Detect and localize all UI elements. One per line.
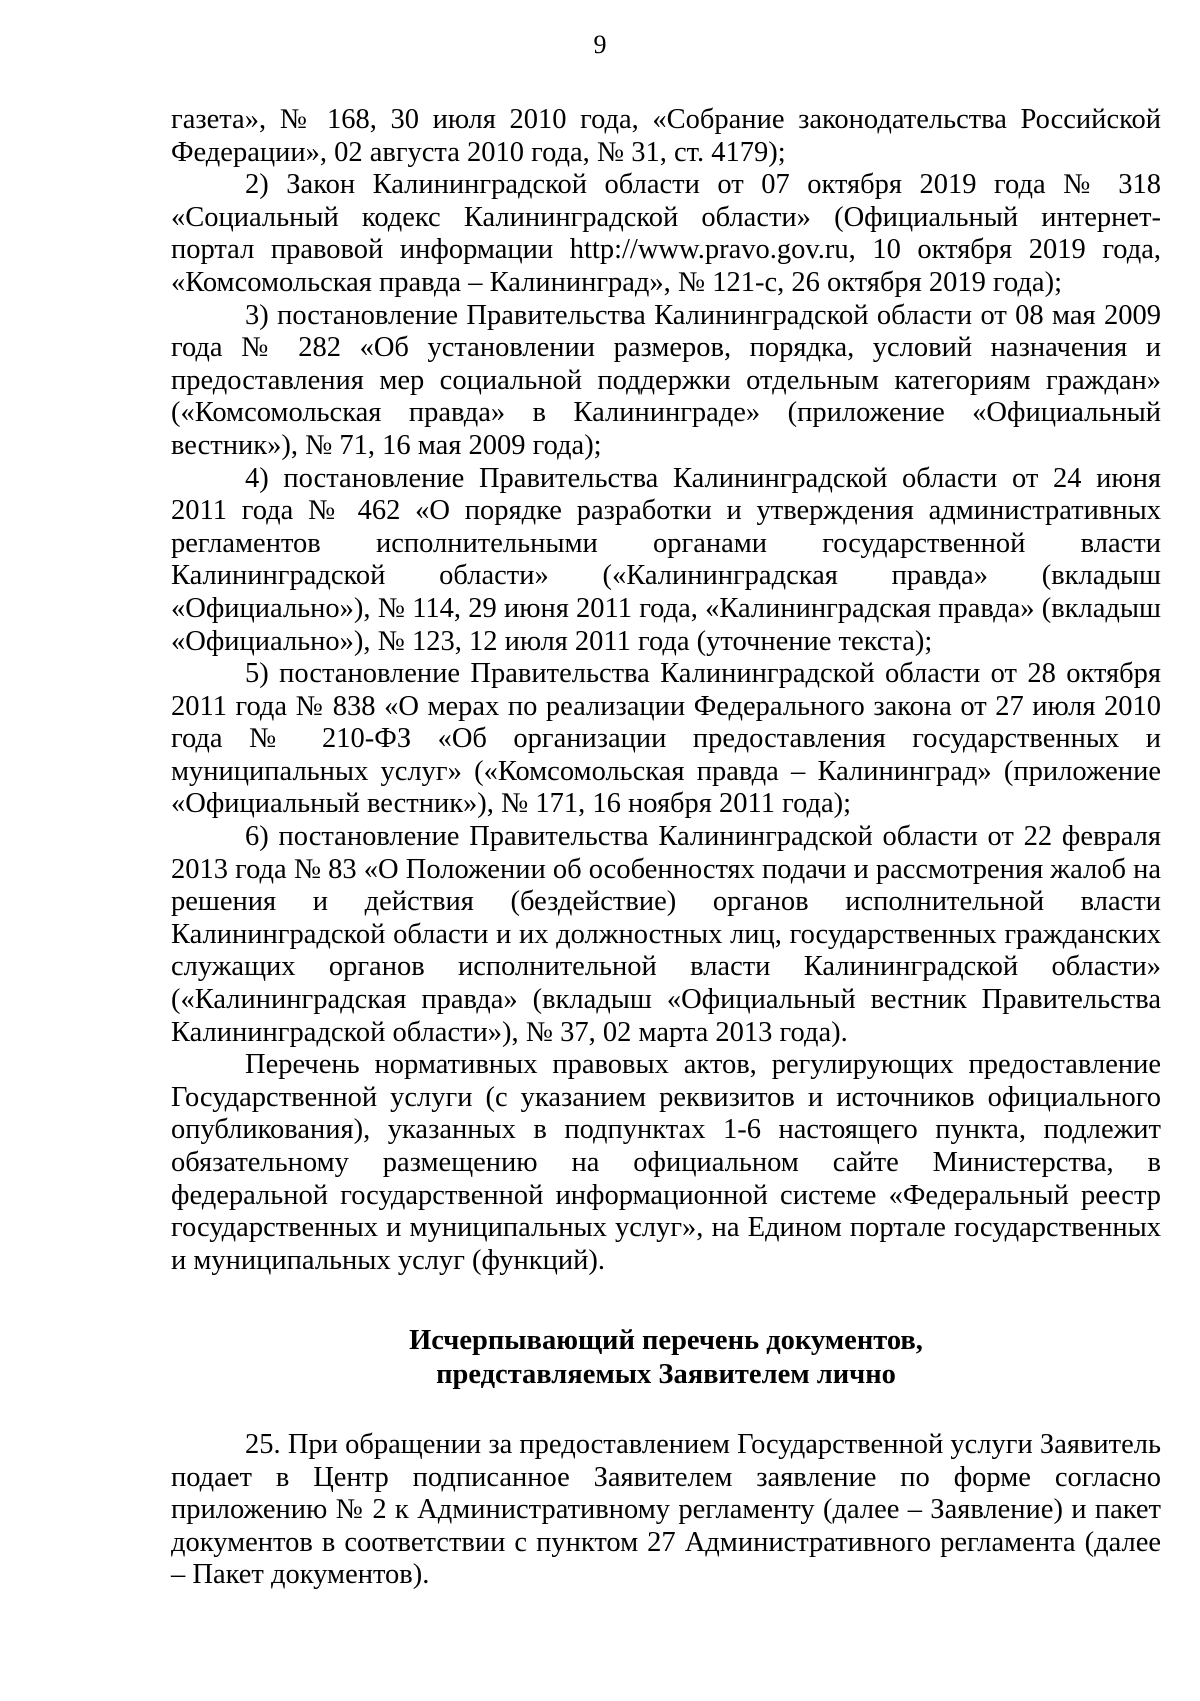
body-text [171,104,1161,1277]
list-item-4: 4) постановление Правительства Калининградской области от 24 июня 2011 года № 462 «О порядке разработки и утверждения административных регламентов исполнительными органами государственной власти Калининградской области» («Калининградская правда» (вкладыш «Официально»), № 114, 29 июня 2011 года, «Калининградская правда» (вкладыш «Официально»), № 123, 12 июля 2011 года (уточнение текста); [171,462,1161,657]
page-number: 9 [593,30,607,59]
heading-line-1: Исчерпывающий перечень документов, [409,1325,923,1356]
summary-paragraph: Перечень нормативных правовых актов, регулирующих предоставление Государственной услуги (с указанием реквизитов и источников официального опубликования), указанных в подпунктах 1-6 настоящего пункта, подлежит обязательному размещению на официальном сайте Министерства, в федеральной государственной информационной системе «Федеральный реестр государственных и муниципальных услуг», на Едином портале государственных и муниципальных услуг (функций). [171,1049,1161,1276]
list-item-6: 6) постановление Правительства Калининградской области от 22 февраля 2013 года № 83 «О Положении об особенностях подачи и рассмотрения жалоб на решения и действия (бездействие) органов исполнительной власти Калининградской области и их должностных лиц, государственных гражданских служащих органов исполнительной власти Калининградской области» («Калининградская правда» (вкладыш «Официальный вестник Правительства Калининградской области»), № 37, 02 марта 2013 года). [171,821,1161,1048]
list-item-5: 5) постановление Правительства Калининградской области от 28 октября 2011 года № 838 «О мерах по реализации Федерального закона от 27 июля 2010 года № 210-ФЗ «Об организации предоставления государственных и муниципальных услуг» («Комсомольская правда – Калининград» (приложение «Официальный вестник»), № 171, 16 ноября 2011 года); [171,658,1161,820]
list-item-3: 3) постановление Правительства Калининградской области от 08 мая 2009 года № 282 «Об установлении размеров, порядка, условий назначения и предоставления мер социальной поддержки отдельным категориям граждан» («Комсомольская правда» в Калининграде» (приложение «Официальный вестник»), № 71, 16 мая 2009 года); [171,299,1161,461]
section-heading [171,1324,1161,1392]
list-item-2: 2) Закон Калининградской области от 07 октября 2019 года № 318 «Социальный кодекс Калининградской области» (Официальный интернет-портал правовой информации http://www.pravo.gov.ru, 10 октября 2019 года, «Комсомольская правда – Калининград», № 121-с, 26 октября 2019 года); [171,169,1161,298]
heading-line-2: представляемых Заявителем лично [436,1359,896,1390]
paragraph-25-block [171,1429,1161,1592]
paragraph-25: 25. При обращении за предоставлением Государственной услуги Заявитель подает в Центр подписанное Заявителем заявление по форме согласно приложению № 2 к Административному регламенту (далее – Заявление) и пакет документов в соответствии с пунктом 27 Административного регламента (далее – Пакет документов). [171,1429,1161,1591]
continuation-paragraph: газета», № 168, 30 июля 2010 года, «Собрание законодательства Российской Федерации», 02 августа 2010 года, № 31, ст. 4179); [171,104,1161,168]
